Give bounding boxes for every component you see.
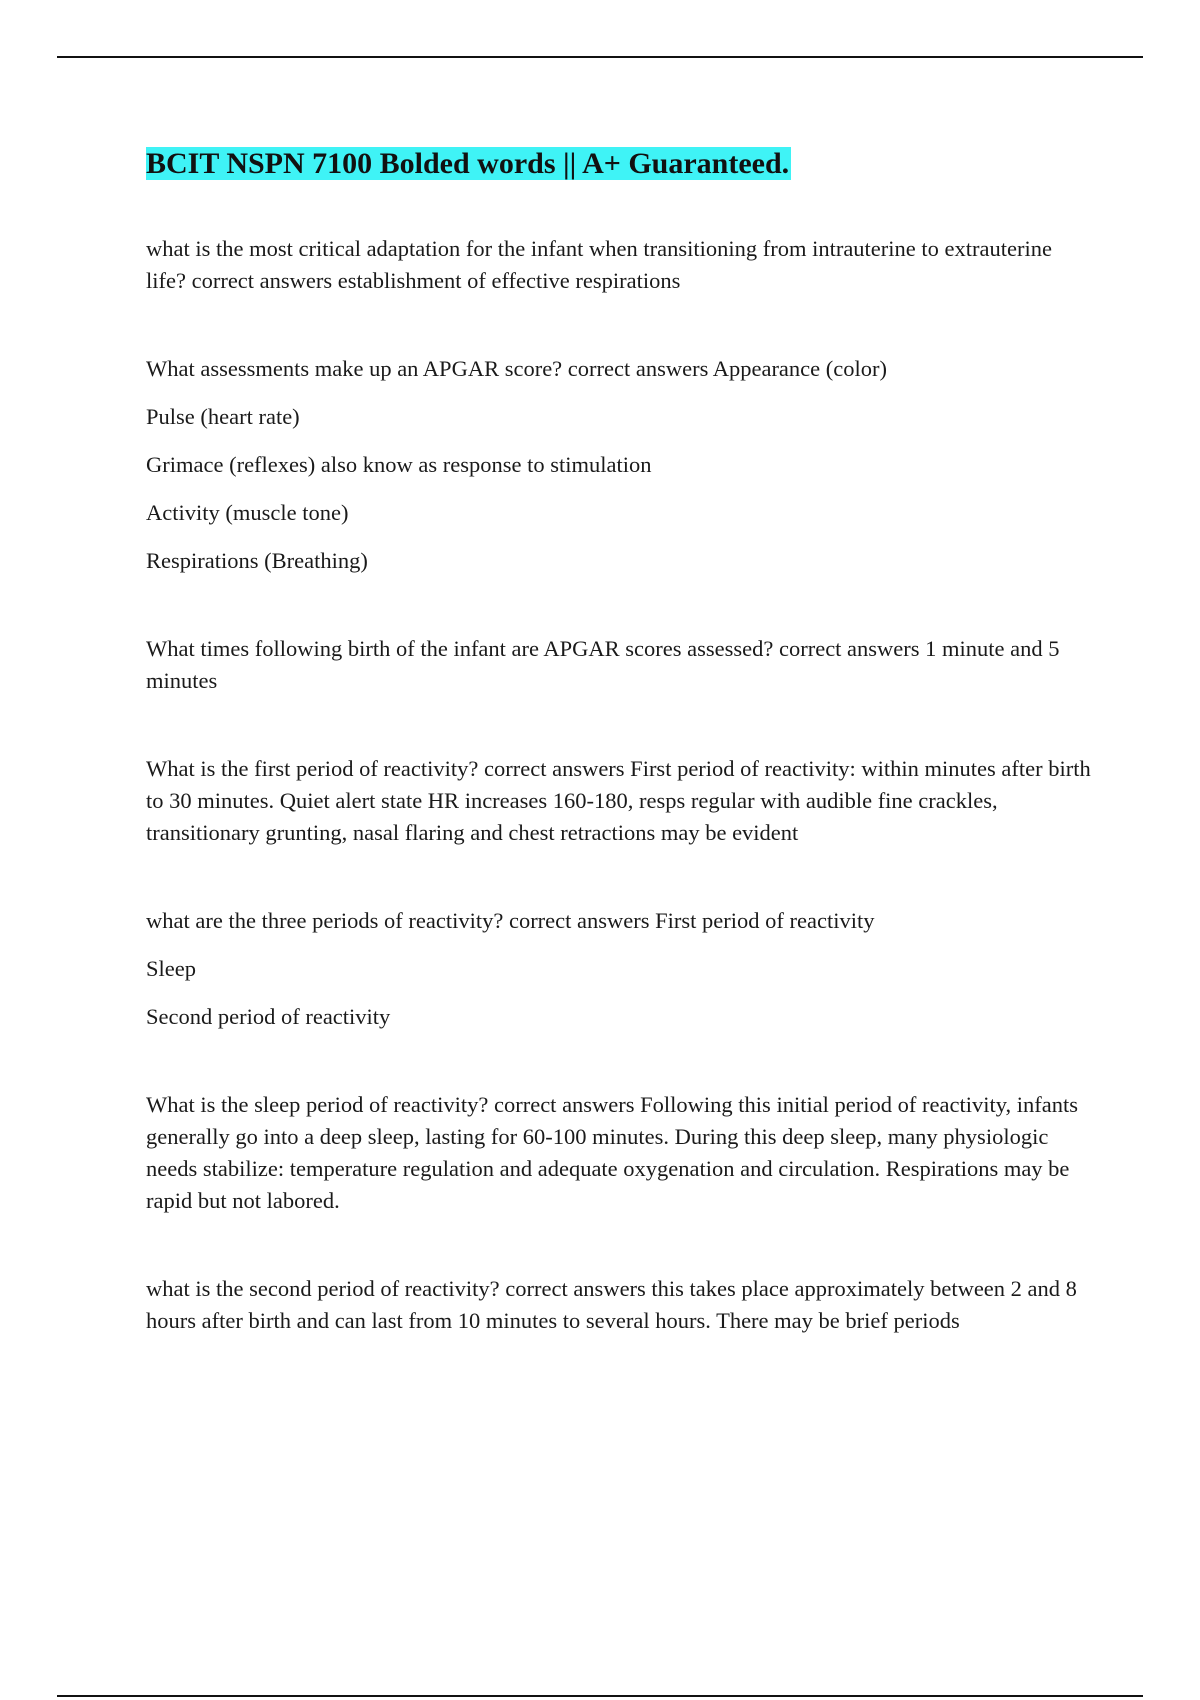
qa-extra-line: Pulse (heart rate) (146, 404, 300, 429)
qa-item-first-period (146, 753, 1096, 849)
qa-text: what is the most critical adaptation for the infant when transitioning from intrauterine to extrauterine life? correct answers establishment of effective respirations (146, 236, 1052, 293)
qa-item-adaptation (146, 233, 1096, 297)
document-title-text: BCIT NSPN 7100 Bolded words || A+ Guaranteed. (146, 147, 790, 180)
qa-text: What times following birth of the infant are APGAR scores assessed? correct answers 1 minute and 5 minutes (146, 636, 1060, 693)
document-body (146, 140, 1096, 1337)
qa-item-second-period (146, 1273, 1096, 1337)
qa-text: What is the first period of reactivity? correct answers First period of reactivity: within minutes after birth to 30 minutes. Quiet alert state HR increases 160-180, resps regular with audible fine crackles, transitionary grunting, nasal flaring and chest retractions may be evident (146, 756, 1091, 845)
qa-extra-line: Activity (muscle tone) (146, 500, 349, 525)
qa-text: What assessments make up an APGAR score? correct answers Appearance (color) (146, 356, 887, 381)
qa-extra-line: Sleep (146, 956, 196, 981)
qa-text: what are the three periods of reactivity? correct answers First period of reactivity (146, 908, 875, 933)
qa-text: What is the sleep period of reactivity? correct answers Following this initial period of reactivity, infants generally go into a deep sleep, lasting for 60-100 minutes. During this deep sleep, many physiologic needs stabilize: temperature regulation and adequate oxygenation and circulation. Respirations may be rapid but not labored. (146, 1092, 1079, 1213)
top-rule (57, 56, 1143, 58)
bottom-rule (57, 1695, 1143, 1697)
qa-item-three-periods (146, 905, 1096, 1033)
qa-item-sleep-period (146, 1089, 1096, 1217)
qa-text: what is the second period of reactivity? correct answers this takes place approximately between 2 and 8 hours after birth and can last from 10 minutes to several hours. There may be brief periods (146, 1276, 1077, 1333)
qa-item-apgar-assessments (146, 353, 1096, 577)
qa-item-apgar-times (146, 633, 1096, 697)
qa-extra-line: Respirations (Breathing) (146, 548, 368, 573)
document-title (146, 140, 1096, 188)
qa-extra-line: Grimace (reflexes) also know as response to stimulation (146, 452, 652, 477)
qa-extra-line: Second period of reactivity (146, 1004, 391, 1029)
